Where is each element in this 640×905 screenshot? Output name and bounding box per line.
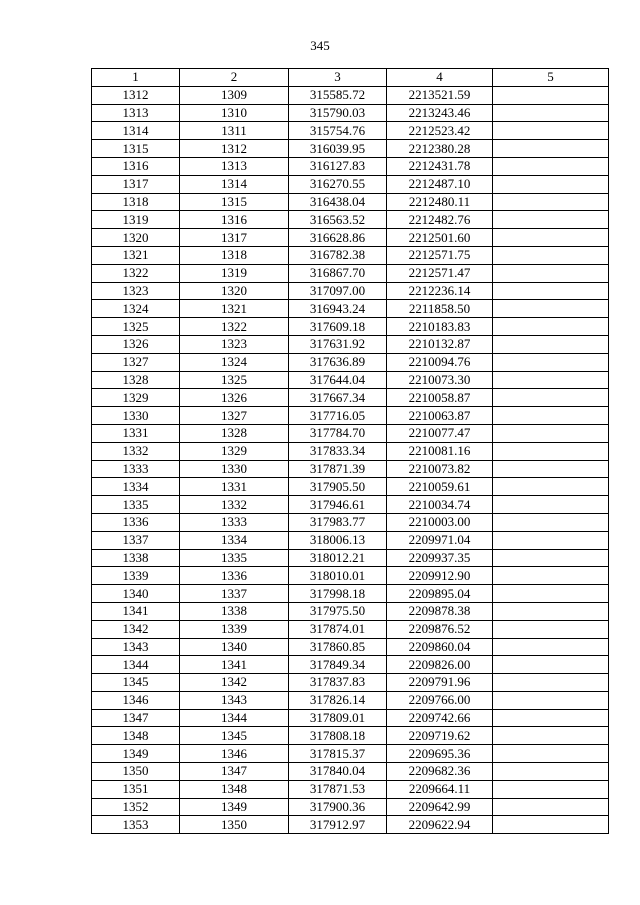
table-cell-col-4: 2213521.59 [387, 86, 493, 104]
table-cell-col-3: 317905.50 [289, 478, 387, 496]
table-cell-col-3: 317631.92 [289, 335, 387, 353]
table-cell-col-1: 1348 [92, 727, 180, 745]
table-cell-col-3: 315754.76 [289, 122, 387, 140]
table-cell-col-1: 1322 [92, 264, 180, 282]
table-cell-col-3: 317860.85 [289, 638, 387, 656]
table-cell-col-5 [493, 460, 609, 478]
table-cell-col-3: 317609.18 [289, 318, 387, 336]
table-cell-col-3: 317784.70 [289, 424, 387, 442]
table-cell-col-5 [493, 638, 609, 656]
table-row [92, 335, 609, 353]
table-cell-col-4: 2212236.14 [387, 282, 493, 300]
table-cell-col-1: 1320 [92, 229, 180, 247]
table-row [92, 371, 609, 389]
table-row [92, 602, 609, 620]
table-row [92, 460, 609, 478]
table-cell-col-4: 2212482.76 [387, 211, 493, 229]
table-cell-col-2: 1317 [180, 229, 289, 247]
table-cell-col-1: 1335 [92, 496, 180, 514]
table-cell-col-4: 2209622.94 [387, 816, 493, 834]
table-cell-col-1: 1341 [92, 602, 180, 620]
table-cell-col-1: 1350 [92, 763, 180, 781]
table-cell-col-3: 317983.77 [289, 513, 387, 531]
table-cell-col-1: 1349 [92, 745, 180, 763]
table-cell-col-4: 2209971.04 [387, 531, 493, 549]
table-row [92, 549, 609, 567]
table-cell-col-5 [493, 602, 609, 620]
table-cell-col-5 [493, 157, 609, 175]
table-cell-col-5 [493, 140, 609, 158]
table-cell-col-2: 1347 [180, 763, 289, 781]
table-row [92, 157, 609, 175]
table-cell-col-4: 2209826.00 [387, 656, 493, 674]
table-cell-col-3: 317871.39 [289, 460, 387, 478]
table-cell-col-5 [493, 674, 609, 692]
table-cell-col-2: 1330 [180, 460, 289, 478]
table-cell-col-2: 1344 [180, 709, 289, 727]
table-cell-col-5 [493, 656, 609, 674]
table-cell-col-2: 1311 [180, 122, 289, 140]
table-cell-col-5 [493, 318, 609, 336]
table-cell-col-3: 317912.97 [289, 816, 387, 834]
table-cell-col-1: 1316 [92, 157, 180, 175]
table-cell-col-2: 1314 [180, 175, 289, 193]
table-cell-col-1: 1312 [92, 86, 180, 104]
table-cell-col-5 [493, 229, 609, 247]
table-cell-col-1: 1326 [92, 335, 180, 353]
table-cell-col-3: 316438.04 [289, 193, 387, 211]
table-cell-col-3: 317716.05 [289, 407, 387, 425]
table-cell-col-4: 2210003.00 [387, 513, 493, 531]
table-cell-col-5 [493, 175, 609, 193]
table-cell-col-3: 317808.18 [289, 727, 387, 745]
table-row [92, 86, 609, 104]
table-cell-col-1: 1345 [92, 674, 180, 692]
table-cell-col-1: 1321 [92, 246, 180, 264]
header-col-4: 4 [387, 69, 493, 87]
table-cell-col-2: 1309 [180, 86, 289, 104]
table-cell-col-3: 317644.04 [289, 371, 387, 389]
table-cell-col-3: 316628.86 [289, 229, 387, 247]
table-cell-col-1: 1342 [92, 620, 180, 638]
table-cell-col-2: 1339 [180, 620, 289, 638]
table-row [92, 175, 609, 193]
table-cell-col-4: 2212431.78 [387, 157, 493, 175]
table-cell-col-4: 2209860.04 [387, 638, 493, 656]
table-row [92, 282, 609, 300]
table-row [92, 300, 609, 318]
table-cell-col-3: 316867.70 [289, 264, 387, 282]
table-cell-col-4: 2212380.28 [387, 140, 493, 158]
table-row [92, 763, 609, 781]
table-cell-col-5 [493, 478, 609, 496]
table-cell-col-1: 1313 [92, 104, 180, 122]
table-cell-col-3: 317826.14 [289, 691, 387, 709]
table-cell-col-5 [493, 86, 609, 104]
header-col-1: 1 [92, 69, 180, 87]
table-cell-col-4: 2210081.16 [387, 442, 493, 460]
table-cell-col-2: 1312 [180, 140, 289, 158]
table-row [92, 496, 609, 514]
table-cell-col-4: 2210073.82 [387, 460, 493, 478]
table-cell-col-1: 1353 [92, 816, 180, 834]
table-cell-col-4: 2209664.11 [387, 780, 493, 798]
table-cell-col-3: 317900.36 [289, 798, 387, 816]
table-cell-col-5 [493, 211, 609, 229]
table-cell-col-2: 1341 [180, 656, 289, 674]
table-cell-col-5 [493, 691, 609, 709]
table-cell-col-5 [493, 442, 609, 460]
table-cell-col-2: 1336 [180, 567, 289, 585]
table-cell-col-2: 1332 [180, 496, 289, 514]
table-cell-col-3: 318006.13 [289, 531, 387, 549]
header-col-3: 3 [289, 69, 387, 87]
table-cell-col-2: 1321 [180, 300, 289, 318]
table-cell-col-3: 315585.72 [289, 86, 387, 104]
table-row [92, 211, 609, 229]
table-row [92, 353, 609, 371]
table-cell-col-3: 317837.83 [289, 674, 387, 692]
table-cell-col-4: 2212480.11 [387, 193, 493, 211]
table-cell-col-3: 317998.18 [289, 585, 387, 603]
table-cell-col-4: 2209876.52 [387, 620, 493, 638]
table-cell-col-1: 1324 [92, 300, 180, 318]
table-cell-col-1: 1328 [92, 371, 180, 389]
table-cell-col-3: 318010.01 [289, 567, 387, 585]
table-cell-col-2: 1326 [180, 389, 289, 407]
table-cell-col-5 [493, 620, 609, 638]
table-cell-col-4: 2210132.87 [387, 335, 493, 353]
table-cell-col-4: 2210059.61 [387, 478, 493, 496]
table-cell-col-2: 1320 [180, 282, 289, 300]
table-cell-col-2: 1310 [180, 104, 289, 122]
table-cell-col-3: 317975.50 [289, 602, 387, 620]
table-row [92, 780, 609, 798]
table-cell-col-5 [493, 335, 609, 353]
table-cell-col-3: 317667.34 [289, 389, 387, 407]
table-cell-col-4: 2212487.10 [387, 175, 493, 193]
table-cell-col-2: 1315 [180, 193, 289, 211]
table-cell-col-5 [493, 798, 609, 816]
table-row [92, 140, 609, 158]
table-cell-col-4: 2209791.96 [387, 674, 493, 692]
table-cell-col-1: 1329 [92, 389, 180, 407]
table-cell-col-2: 1324 [180, 353, 289, 371]
table-row [92, 104, 609, 122]
table-cell-col-5 [493, 585, 609, 603]
table-cell-col-1: 1327 [92, 353, 180, 371]
table-cell-col-1: 1339 [92, 567, 180, 585]
table-cell-col-1: 1337 [92, 531, 180, 549]
table-cell-col-3: 317636.89 [289, 353, 387, 371]
table-cell-col-2: 1323 [180, 335, 289, 353]
table-cell-col-4: 2209878.38 [387, 602, 493, 620]
table-cell-col-5 [493, 407, 609, 425]
table-cell-col-4: 2209719.62 [387, 727, 493, 745]
table-cell-col-4: 2209642.99 [387, 798, 493, 816]
table-row [92, 727, 609, 745]
table-cell-col-5 [493, 780, 609, 798]
table-cell-col-3: 316039.95 [289, 140, 387, 158]
table-cell-col-2: 1346 [180, 745, 289, 763]
table-cell-col-1: 1315 [92, 140, 180, 158]
table-cell-col-1: 1314 [92, 122, 180, 140]
table-cell-col-5 [493, 496, 609, 514]
table-cell-col-4: 2209912.90 [387, 567, 493, 585]
table-cell-col-2: 1338 [180, 602, 289, 620]
table-cell-col-1: 1336 [92, 513, 180, 531]
table-body [92, 86, 609, 833]
table-cell-col-3: 317871.53 [289, 780, 387, 798]
header-col-5: 5 [493, 69, 609, 87]
table-cell-col-1: 1347 [92, 709, 180, 727]
table-row [92, 691, 609, 709]
table-cell-col-3: 317097.00 [289, 282, 387, 300]
table-cell-col-5 [493, 709, 609, 727]
table-cell-col-1: 1351 [92, 780, 180, 798]
table-cell-col-4: 2209682.36 [387, 763, 493, 781]
table-cell-col-5 [493, 763, 609, 781]
table-cell-col-3: 316782.38 [289, 246, 387, 264]
table-cell-col-5 [493, 424, 609, 442]
table-cell-col-4: 2209695.36 [387, 745, 493, 763]
table-cell-col-3: 317874.01 [289, 620, 387, 638]
header-row [92, 69, 609, 87]
table-cell-col-2: 1325 [180, 371, 289, 389]
table-cell-col-5 [493, 389, 609, 407]
table-row [92, 798, 609, 816]
table-cell-col-2: 1343 [180, 691, 289, 709]
table-cell-col-1: 1346 [92, 691, 180, 709]
table-cell-col-3: 317815.37 [289, 745, 387, 763]
table-cell-col-5 [493, 264, 609, 282]
table-row [92, 620, 609, 638]
table-row [92, 389, 609, 407]
table-cell-col-5 [493, 282, 609, 300]
table-row [92, 424, 609, 442]
header-col-2: 2 [180, 69, 289, 87]
table-cell-col-4: 2210073.30 [387, 371, 493, 389]
table-cell-col-3: 317809.01 [289, 709, 387, 727]
table-cell-col-1: 1343 [92, 638, 180, 656]
table-cell-col-1: 1317 [92, 175, 180, 193]
table-cell-col-4: 2212571.47 [387, 264, 493, 282]
table-row [92, 246, 609, 264]
table-cell-col-2: 1316 [180, 211, 289, 229]
table-cell-col-2: 1340 [180, 638, 289, 656]
table-row [92, 585, 609, 603]
table-cell-col-1: 1323 [92, 282, 180, 300]
table-cell-col-4: 2213243.46 [387, 104, 493, 122]
table-row [92, 478, 609, 496]
table-cell-col-1: 1338 [92, 549, 180, 567]
table-row [92, 122, 609, 140]
table-cell-col-4: 2210063.87 [387, 407, 493, 425]
table-cell-col-5 [493, 246, 609, 264]
table-row [92, 638, 609, 656]
table-cell-col-3: 317849.34 [289, 656, 387, 674]
table-cell-col-2: 1334 [180, 531, 289, 549]
table-row [92, 193, 609, 211]
table-cell-col-4: 2210094.76 [387, 353, 493, 371]
table-cell-col-2: 1328 [180, 424, 289, 442]
table-cell-col-3: 315790.03 [289, 104, 387, 122]
table-cell-col-2: 1349 [180, 798, 289, 816]
table-cell-col-5 [493, 122, 609, 140]
table-cell-col-1: 1318 [92, 193, 180, 211]
table-cell-col-3: 316127.83 [289, 157, 387, 175]
table-cell-col-5 [493, 513, 609, 531]
table-cell-col-2: 1345 [180, 727, 289, 745]
table-cell-col-2: 1322 [180, 318, 289, 336]
table-cell-col-4: 2212501.60 [387, 229, 493, 247]
table-cell-col-2: 1331 [180, 478, 289, 496]
table-cell-col-4: 2210077.47 [387, 424, 493, 442]
table-cell-col-4: 2211858.50 [387, 300, 493, 318]
table-cell-col-5 [493, 745, 609, 763]
table-cell-col-1: 1325 [92, 318, 180, 336]
table-row [92, 442, 609, 460]
table-cell-col-4: 2209742.66 [387, 709, 493, 727]
table-cell-col-4: 2209766.00 [387, 691, 493, 709]
table-cell-col-2: 1327 [180, 407, 289, 425]
table-row [92, 229, 609, 247]
table-cell-col-4: 2210058.87 [387, 389, 493, 407]
table-cell-col-4: 2210034.74 [387, 496, 493, 514]
table-row [92, 745, 609, 763]
table-row [92, 407, 609, 425]
table-row [92, 318, 609, 336]
table-cell-col-1: 1344 [92, 656, 180, 674]
table-cell-col-5 [493, 727, 609, 745]
table-cell-col-1: 1334 [92, 478, 180, 496]
table-cell-col-2: 1348 [180, 780, 289, 798]
table-cell-col-2: 1333 [180, 513, 289, 531]
table-cell-col-2: 1313 [180, 157, 289, 175]
table-cell-col-5 [493, 567, 609, 585]
table-cell-col-1: 1333 [92, 460, 180, 478]
table-cell-col-3: 317946.61 [289, 496, 387, 514]
table-cell-col-4: 2209895.04 [387, 585, 493, 603]
table-row [92, 709, 609, 727]
table-cell-col-2: 1319 [180, 264, 289, 282]
table-cell-col-5 [493, 549, 609, 567]
table-row [92, 264, 609, 282]
page-number: 345 [310, 38, 330, 53]
table-cell-col-5 [493, 371, 609, 389]
table-cell-col-3: 316270.55 [289, 175, 387, 193]
table-cell-col-5 [493, 104, 609, 122]
table-cell-col-1: 1352 [92, 798, 180, 816]
table-cell-col-5 [493, 816, 609, 834]
table-cell-col-2: 1350 [180, 816, 289, 834]
table-cell-col-1: 1340 [92, 585, 180, 603]
table-row [92, 531, 609, 549]
table-cell-col-3: 317840.04 [289, 763, 387, 781]
table-cell-col-4: 2210183.83 [387, 318, 493, 336]
coordinates-table [91, 68, 609, 834]
table-cell-col-2: 1337 [180, 585, 289, 603]
table-cell-col-1: 1330 [92, 407, 180, 425]
table-cell-col-3: 318012.21 [289, 549, 387, 567]
table-cell-col-3: 316563.52 [289, 211, 387, 229]
table-cell-col-2: 1335 [180, 549, 289, 567]
table-cell-col-4: 2209937.35 [387, 549, 493, 567]
table-cell-col-1: 1319 [92, 211, 180, 229]
table-cell-col-4: 2212523.42 [387, 122, 493, 140]
table-cell-col-3: 316943.24 [289, 300, 387, 318]
table-cell-col-2: 1342 [180, 674, 289, 692]
table-cell-col-1: 1332 [92, 442, 180, 460]
table-cell-col-2: 1318 [180, 246, 289, 264]
table-cell-col-4: 2212571.75 [387, 246, 493, 264]
table-cell-col-5 [493, 353, 609, 371]
table-row [92, 567, 609, 585]
table-cell-col-1: 1331 [92, 424, 180, 442]
table-cell-col-5 [493, 531, 609, 549]
table-cell-col-5 [493, 300, 609, 318]
table-cell-col-5 [493, 193, 609, 211]
table-row [92, 656, 609, 674]
table-row [92, 816, 609, 834]
table-cell-col-2: 1329 [180, 442, 289, 460]
table-cell-col-3: 317833.34 [289, 442, 387, 460]
table-row [92, 674, 609, 692]
table-row [92, 513, 609, 531]
